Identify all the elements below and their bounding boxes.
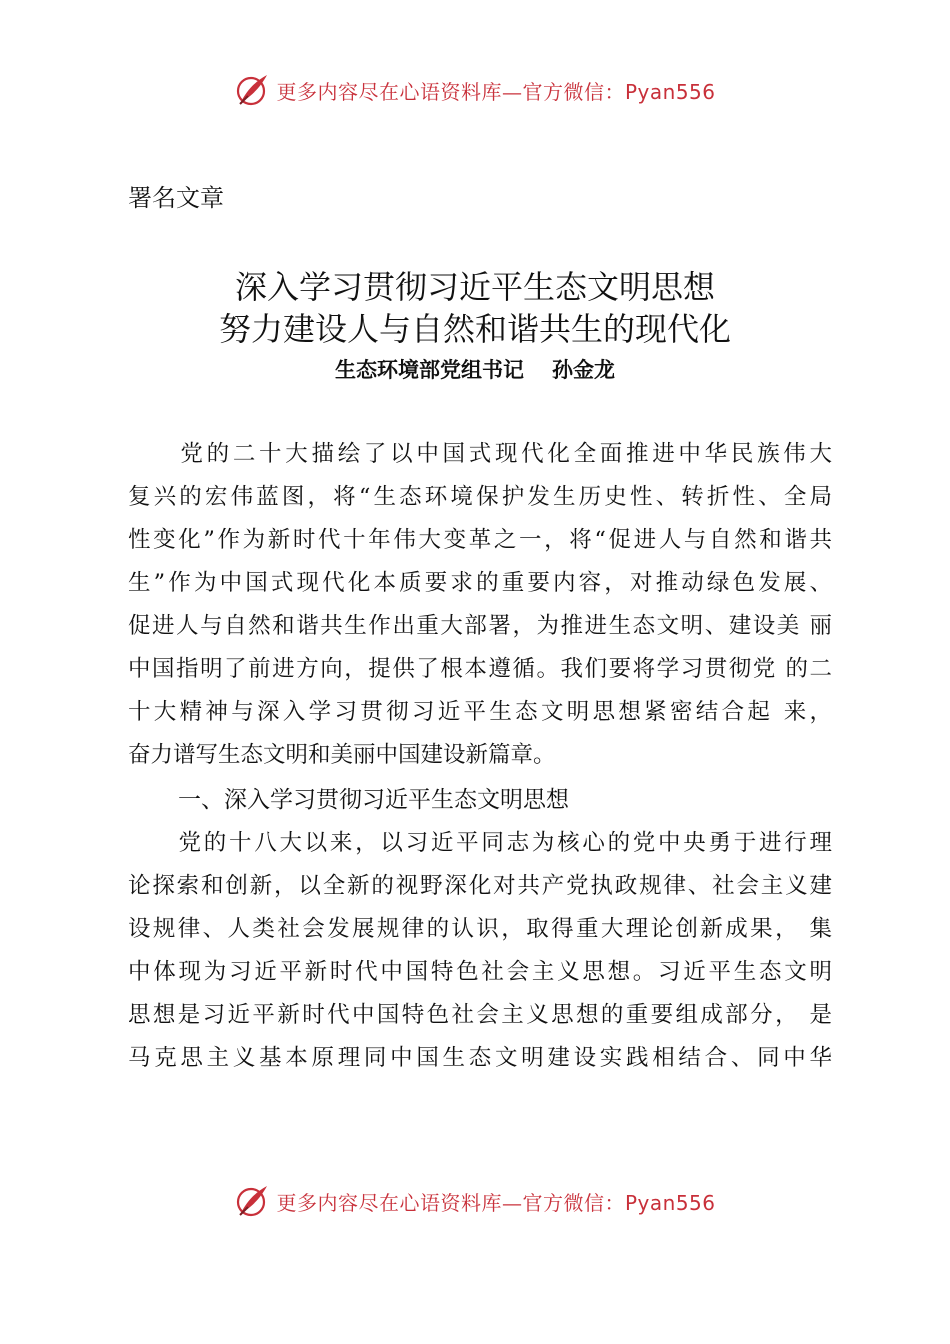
- section-heading-1: 一、深入学习贯彻习近平生态文明思想: [178, 787, 569, 813]
- byline: [0, 354, 950, 384]
- text-line: 十大精神与深入学习贯彻习近平生态文明思想紧密结合起 来，: [128, 699, 832, 725]
- text-line: 思想是习近平新时代中国特色社会主义思想的重要组成部分， 是: [128, 1002, 832, 1028]
- text-line: 马克思主义基本原理同中国生态文明建设实践相结合、同中华: [128, 1045, 832, 1071]
- byline-name: 孙金龙: [552, 357, 615, 382]
- quill-logo-icon: [234, 1183, 270, 1219]
- text-line: 性变化”作为新时代十年伟大变革之一，将“促进人与自然和谐共: [128, 527, 832, 553]
- watermark-text: 更多内容尽在心语资料库—官方微信：Pyan556: [276, 1190, 716, 1215]
- watermark-id: Pyan556: [624, 1190, 716, 1215]
- paragraph-1: [128, 433, 832, 777]
- watermark-header: [0, 72, 950, 108]
- byline-role: 生态环境部党组书记: [335, 357, 524, 382]
- article-type-label: 署名文章: [128, 184, 224, 212]
- text-line: 奋力谱写生态文明和美丽中国建设新篇章。: [128, 742, 556, 768]
- text-line: 促进人与自然和谐共生作出重大部署，为推进生态文明、建设美 丽: [128, 613, 832, 639]
- quill-logo-icon: [234, 72, 270, 108]
- paragraph-2: [128, 822, 832, 1080]
- text-line: 论探索和创新，以全新的视野深化对共产党执政规律、社会主义建: [128, 873, 832, 899]
- text-line: 设规律、人类社会发展规律的认识，取得重大理论创新成果， 集: [128, 916, 832, 942]
- text-line: 党的二十大描绘了以中国式现代化全面推进中华民族伟大: [128, 441, 832, 467]
- watermark-footer: [0, 1183, 950, 1219]
- text-line: 生”作为中国式现代化本质要求的重要内容，对推动绿色发展、: [128, 570, 832, 596]
- watermark-id: Pyan556: [624, 79, 716, 104]
- title-line-1: 深入学习贯彻习近平生态文明思想: [234, 268, 715, 306]
- text-line: 中体现为习近平新时代中国特色社会主义思想。习近平生态文明: [128, 959, 832, 985]
- title-line-2: 努力建设人与自然和谐共生的现代化: [218, 310, 731, 348]
- text-line: 党的十八大以来，以习近平同志为核心的党中央勇于进行理: [128, 830, 832, 856]
- text-line: 复兴的宏伟蓝图，将“生态环境保护发生历史性、转折性、全局: [128, 484, 832, 510]
- text-line: 中国指明了前进方向，提供了根本遵循。我们要将学习贯彻党 的二: [128, 656, 832, 682]
- watermark-text: 更多内容尽在心语资料库—官方微信：Pyan556: [276, 79, 716, 104]
